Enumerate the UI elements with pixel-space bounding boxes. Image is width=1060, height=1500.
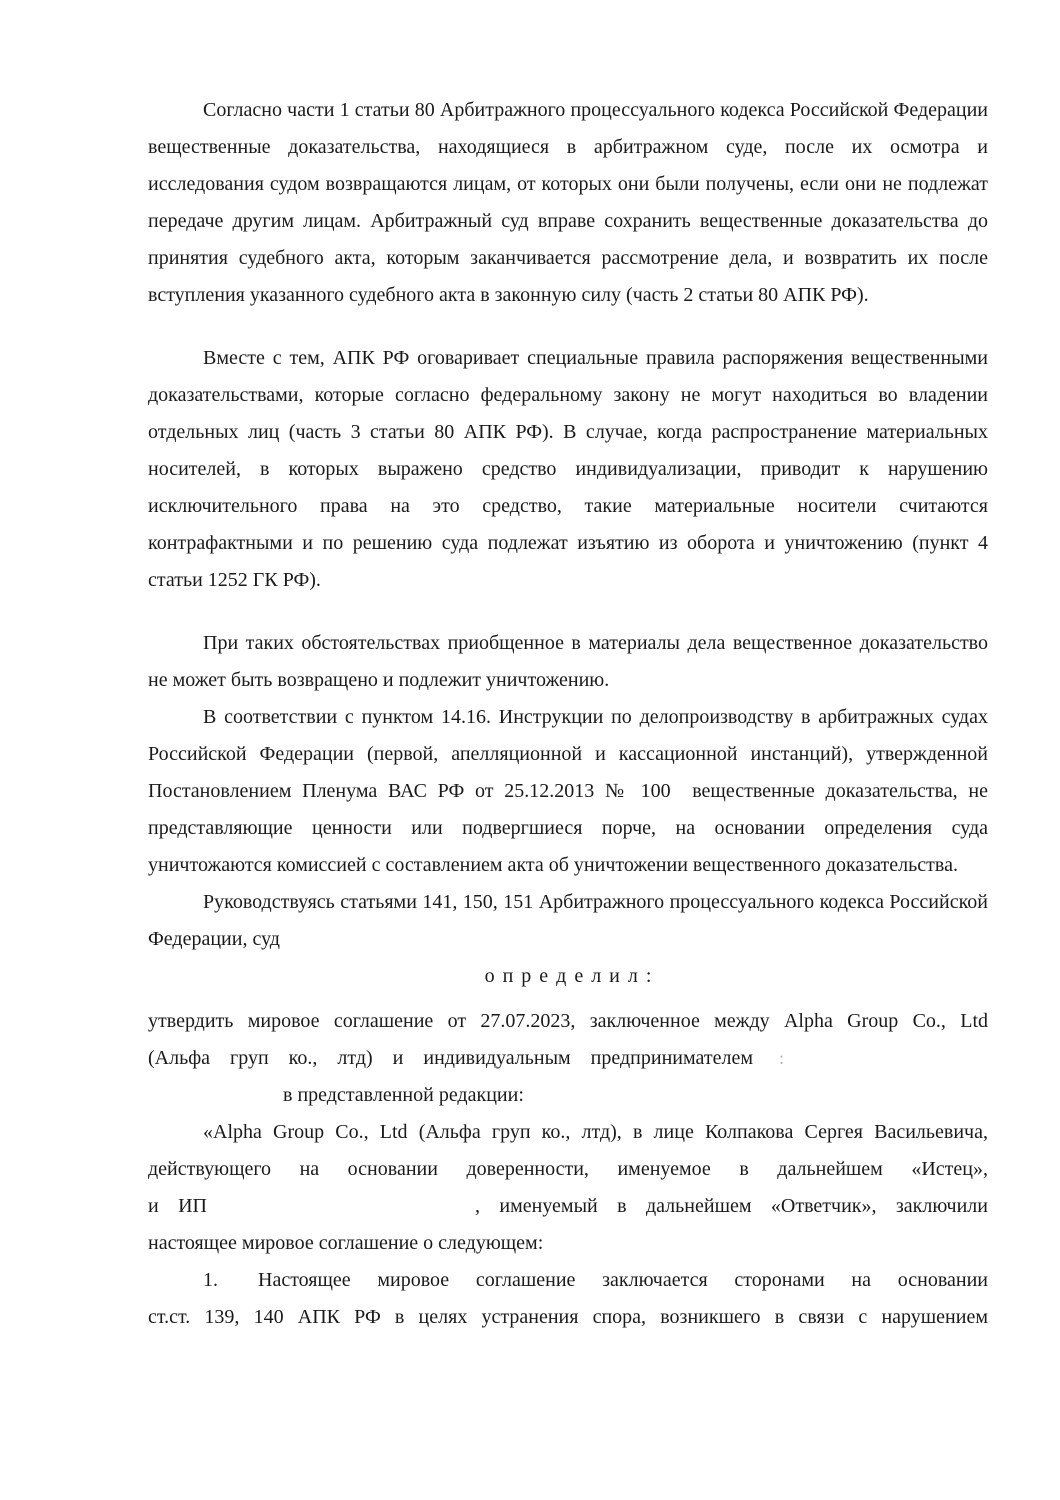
paragraph-guided-by-articles: Руководствуясь статьями 141, 150, 151 Арбитражного процессуального кодекса Российской Федерации, суд (148, 891, 988, 950)
agreement-line-3-end: , именуемый в дальнейшем «Ответчик», заключили (474, 1195, 988, 1217)
agreement-line-2: действующего на основании доверенности, именуемое в дальнейшем «Истец», (148, 1158, 988, 1180)
approval-line-1: утвердить мировое соглашение от 27.07.2023, заключенное между Alpha Group Co., Ltd (148, 1010, 988, 1032)
clause-1-line-1 (148, 1262, 988, 1299)
agreement-line-4: настоящее мировое соглашение о следующем: (148, 1232, 544, 1254)
paragraph-apk-art80: Согласно части 1 статьи 80 Арбитражного процессуального кодекса Российской Федерации вещественные доказательства, находящиеся в арбитражном суде, после их осмотра и исследования судом возвращаются лицам, от которых они были получены, если они не подлежат передаче другим лицам. Арбитражный суд вправе сохранить вещественные доказательства до принятия судебного акта, которым заканчивается рассмотрение дела, и возвратить их после вступления указанного судебного акта в законную силу (часть 2 статьи 80 АПК РФ). (148, 99, 988, 306)
document-body (148, 92, 988, 1336)
clause-1-line-1-text: Настоящее мировое соглашение заключается сторонами на основании (258, 1269, 988, 1291)
approval-paragraph (148, 1003, 988, 1114)
approval-line-2-text: (Альфа груп ко., лтд) и индивидуальным предпринимателем (148, 1047, 753, 1069)
agreement-line-3-start: и ИП (148, 1195, 207, 1217)
clause-1-paragraph (148, 1262, 988, 1336)
clause-1-number: 1. (203, 1269, 218, 1291)
agreement-line-1: «Alpha Group Co., Ltd (Альфа груп ко., лтд), в лице Колпакова Сергея Васильевича, (203, 1121, 988, 1143)
redaction-artifact: : (779, 1048, 785, 1068)
approval-line-3: в представленной редакции: (283, 1084, 524, 1106)
paragraph-special-rules: Вместе с тем, АПК РФ оговаривает специальные правила распоряжения вещественными доказательствами, которые согласно федеральному закону не могут находиться во владении отдельных лиц (часть 3 статьи 80 АПК РФ). В случае, когда распространение материальных носителей, в которых выражено средство индивидуализации, приводит к нарушению исключительного права на это средство, такие материальные носители считаются контрафактными и по решению суда подлежат изъятию из оборота и уничтожению (пункт 4 статьи 1252 ГК РФ). (148, 347, 988, 591)
agreement-line-3 (148, 1188, 988, 1225)
settlement-agreement-paragraph (148, 1114, 988, 1262)
paragraph-instruction-14-16: В соответствии с пунктом 14.16. Инструкции по делопроизводству в арбитражных судах Российской Федерации (первой, апелляционной и кассационной инстанций), утвержденной Постановлением Пленума ВАС РФ от 25.12.2013 № 100 вещественные доказательства, не представляющие ценности или подвергшиеся порче, на основании определения суда уничтожаются комиссией с составлением акта об уничтожении вещественного доказательства. (148, 706, 988, 876)
clause-number-tab (218, 1285, 258, 1286)
ruling-keyword: о п р е д е л и л : (484, 965, 652, 987)
clause-1-line-2: ст.ст. 139, 140 АПК РФ в целях устранения спора, возникшего в связи с нарушением (148, 1306, 988, 1328)
approval-line-2 (148, 1040, 988, 1077)
redaction-blank (207, 1211, 475, 1212)
paragraph-destruction-conclusion: При таких обстоятельствах приобщенное в материалы дела вещественное доказательство не может быть возвращено и подлежит уничтожению. (148, 632, 988, 691)
